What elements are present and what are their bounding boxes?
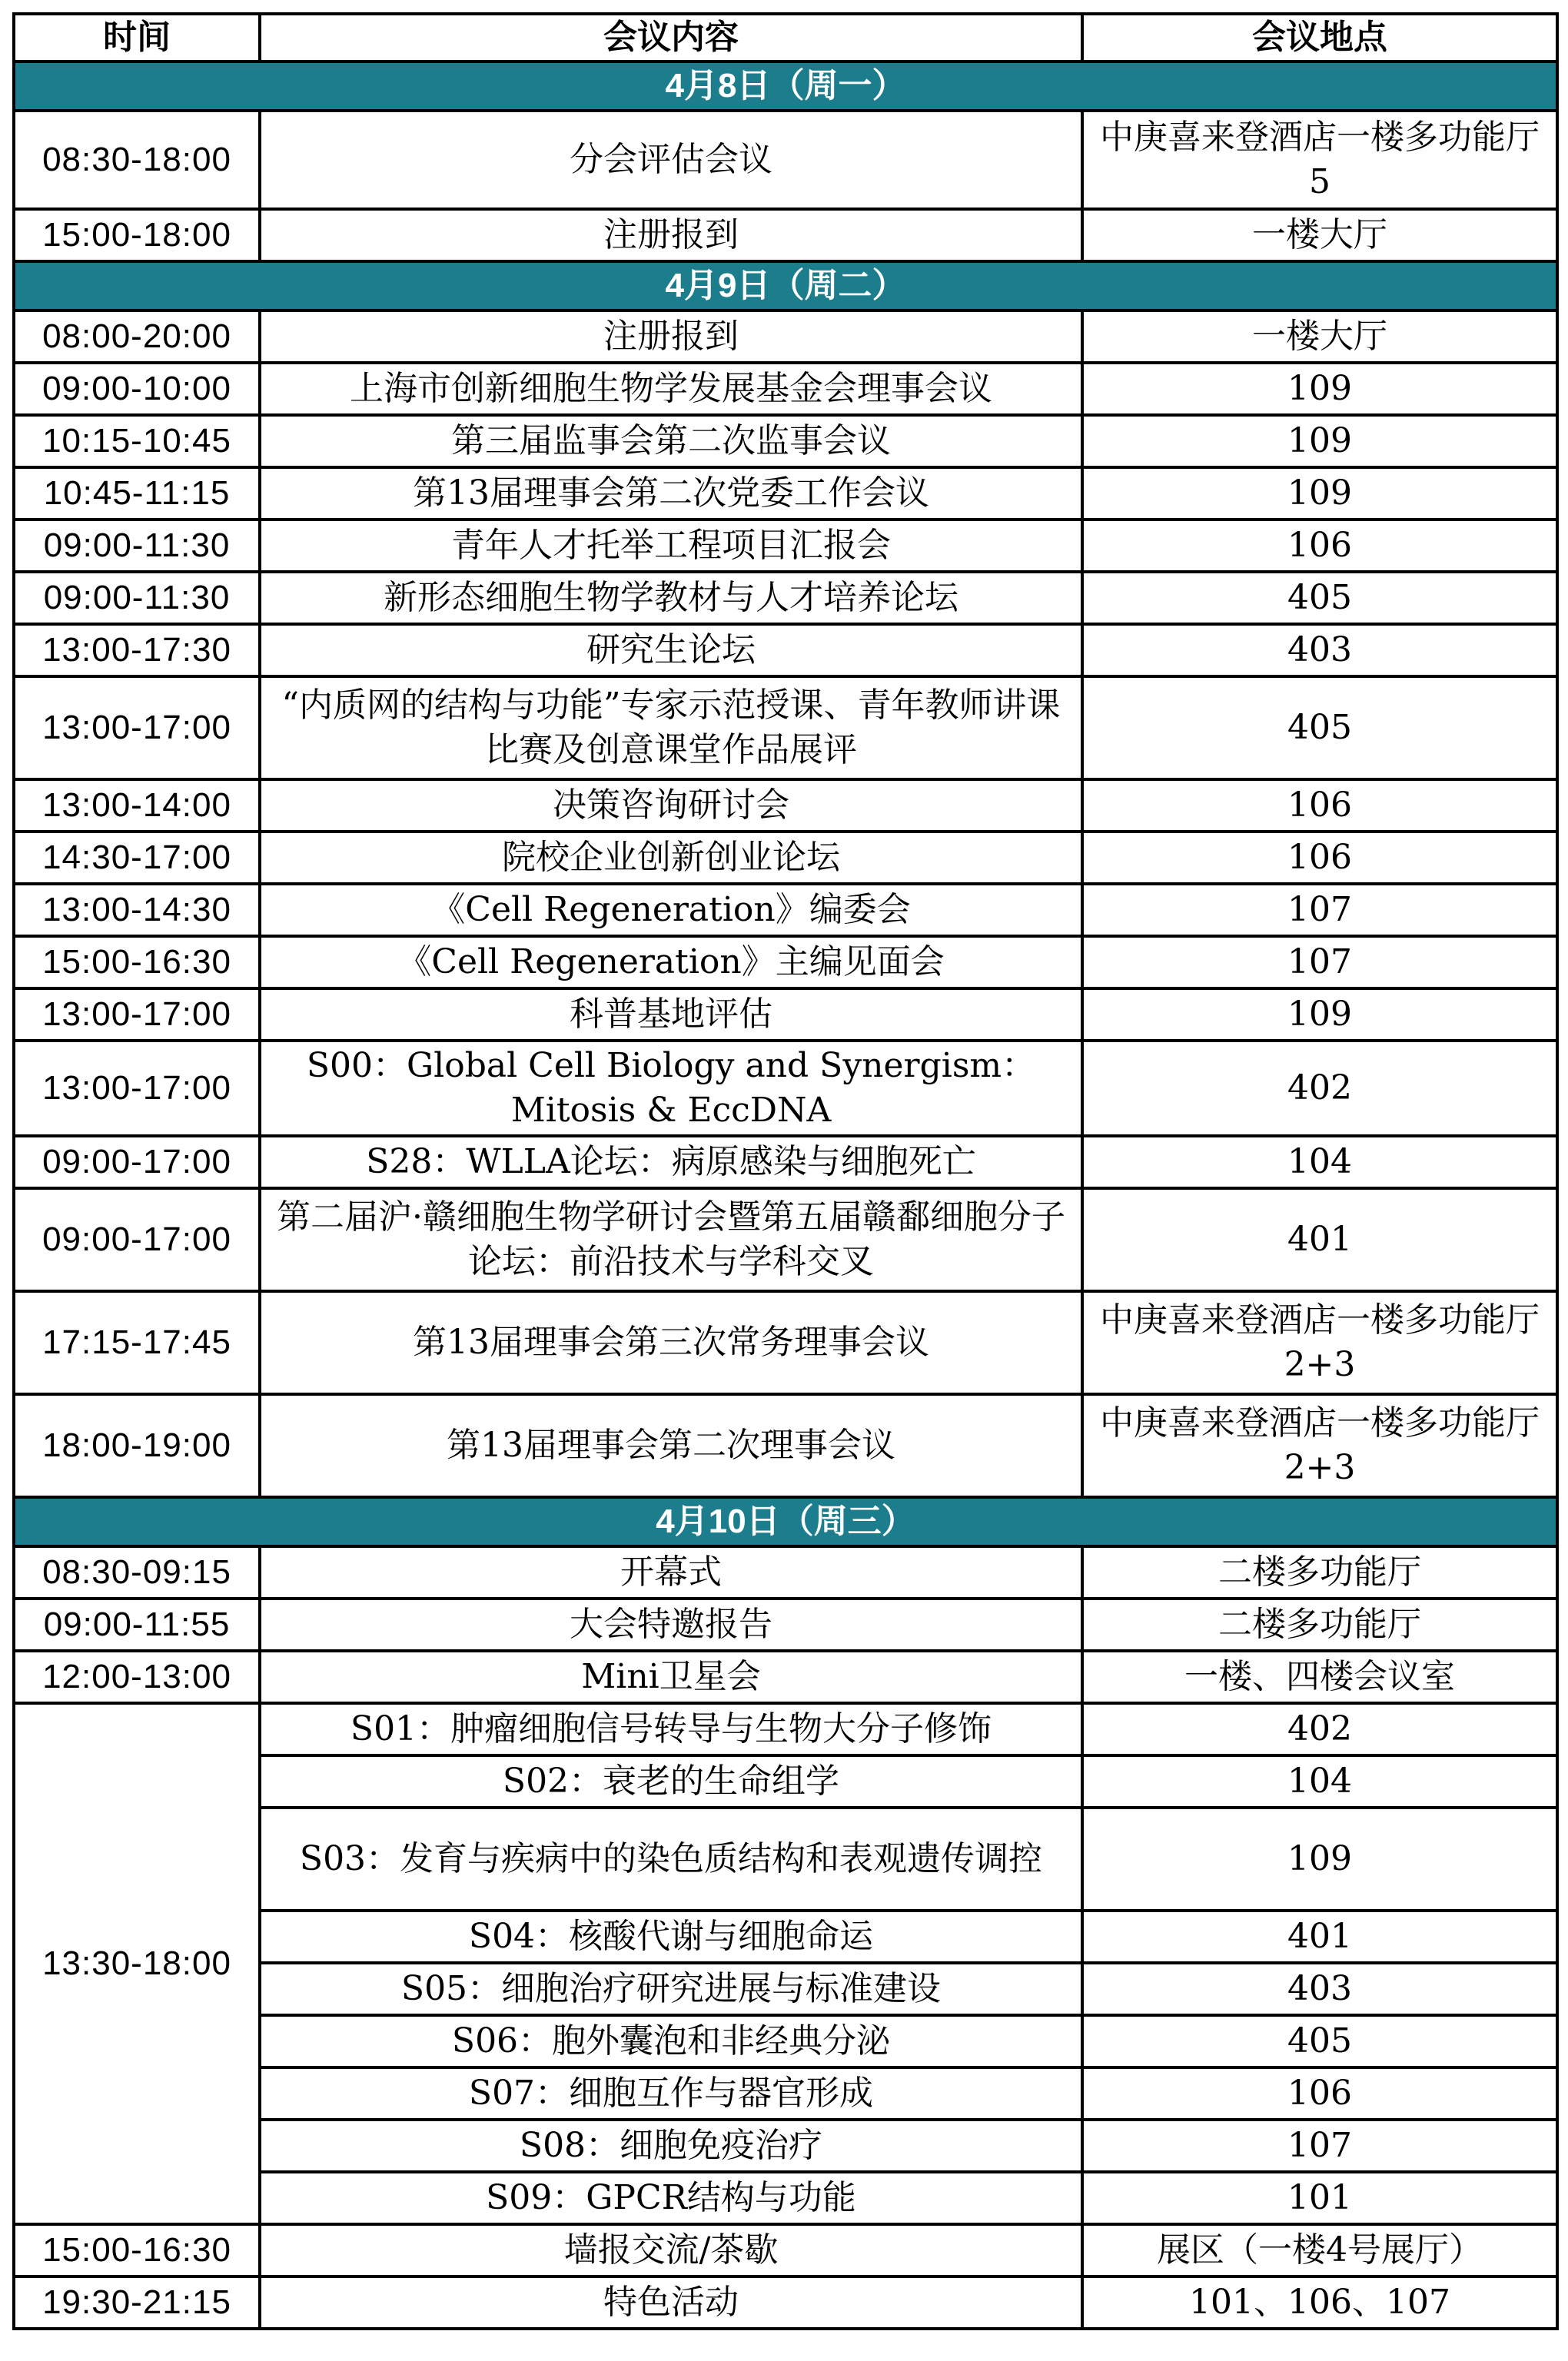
time-cell: 13:00-17:00	[14, 988, 260, 1041]
schedule-row	[14, 363, 1557, 415]
schedule-row	[14, 1394, 1557, 1497]
content-cell: 《Cell Regeneration》编委会	[260, 884, 1082, 936]
schedule-row	[14, 310, 1557, 363]
schedule-row	[14, 520, 1557, 572]
time-cell: 09:00-11:55	[14, 1599, 260, 1651]
time-cell: 10:15-10:45	[14, 415, 260, 467]
time-cell: 09:00-11:30	[14, 572, 260, 624]
time-cell: 15:00-16:30	[14, 936, 260, 988]
content-cell: 第二届沪·赣细胞生物学研讨会暨第五届赣鄱细胞分子论坛：前沿技术与学科交叉	[260, 1188, 1082, 1291]
content-cell: 特色活动	[260, 2276, 1082, 2329]
header-content: 会议内容	[260, 14, 1082, 61]
content-cell: S07：细胞互作与器官形成	[260, 2067, 1082, 2120]
schedule-row	[14, 1651, 1557, 1703]
time-cell: 13:00-17:30	[14, 624, 260, 676]
content-cell: Mini卫星会	[260, 1651, 1082, 1703]
time-cell: 18:00-19:00	[14, 1394, 260, 1497]
venue-cell: 106	[1082, 779, 1557, 832]
venue-cell: 402	[1082, 1703, 1557, 1755]
content-cell: 注册报到	[260, 310, 1082, 363]
schedule-row	[14, 988, 1557, 1041]
venue-cell: 104	[1082, 1755, 1557, 1808]
venue-cell: 109	[1082, 1808, 1557, 1911]
venue-cell: 一楼大厅	[1082, 209, 1557, 261]
content-cell: S06：胞外囊泡和非经典分泌	[260, 2015, 1082, 2067]
content-cell: 墙报交流/茶歇	[260, 2224, 1082, 2276]
time-cell: 09:00-11:30	[14, 520, 260, 572]
venue-cell: 405	[1082, 572, 1557, 624]
venue-cell: 401	[1082, 1911, 1557, 1963]
content-cell: 第13届理事会第二次理事会议	[260, 1394, 1082, 1497]
content-cell: 青年人才托举工程项目汇报会	[260, 520, 1082, 572]
content-cell: 上海市创新细胞生物学发展基金会理事会议	[260, 363, 1082, 415]
schedule-row	[14, 884, 1557, 936]
venue-cell: 101、106、107	[1082, 2276, 1557, 2329]
schedule-row	[14, 415, 1557, 467]
venue-cell: 中庚喜来登酒店一楼多功能厅2+3	[1082, 1394, 1557, 1497]
venue-cell: 二楼多功能厅	[1082, 1599, 1557, 1651]
content-cell: S01：肿瘤细胞信号转导与生物大分子修饰	[260, 1703, 1082, 1755]
content-cell: S28：WLLA论坛：病原感染与细胞死亡	[260, 1136, 1082, 1188]
content-cell: S04：核酸代谢与细胞命运	[260, 1911, 1082, 1963]
day-header-row	[14, 261, 1557, 310]
schedule-row	[14, 572, 1557, 624]
content-cell: S03：发育与疾病中的染色质结构和表观遗传调控	[260, 1808, 1082, 1911]
venue-cell: 101	[1082, 2172, 1557, 2224]
schedule-row	[14, 832, 1557, 884]
venue-cell: 中庚喜来登酒店一楼多功能厅5	[1082, 111, 1557, 209]
content-cell: 院校企业创新创业论坛	[260, 832, 1082, 884]
day-label: 4月9日（周二）	[14, 261, 1557, 310]
venue-cell: 二楼多功能厅	[1082, 1546, 1557, 1599]
schedule-row	[14, 1041, 1557, 1136]
venue-cell: 一楼、四楼会议室	[1082, 1651, 1557, 1703]
venue-cell: 109	[1082, 467, 1557, 520]
time-cell: 08:00-20:00	[14, 310, 260, 363]
venue-cell: 一楼大厅	[1082, 310, 1557, 363]
content-cell: “内质网的结构与功能”专家示范授课、青年教师讲课比赛及创意课堂作品展评	[260, 676, 1082, 779]
time-cell: 09:00-17:00	[14, 1188, 260, 1291]
time-cell: 17:15-17:45	[14, 1291, 260, 1394]
schedule-table	[12, 12, 1559, 2330]
content-cell: 第13届理事会第三次常务理事会议	[260, 1291, 1082, 1394]
venue-cell: 展区（一楼4号展厅）	[1082, 2224, 1557, 2276]
content-cell: 新形态细胞生物学教材与人才培养论坛	[260, 572, 1082, 624]
header-time: 时间	[14, 14, 260, 61]
schedule-row	[14, 676, 1557, 779]
venue-cell: 106	[1082, 832, 1557, 884]
content-cell: 第13届理事会第二次党委工作会议	[260, 467, 1082, 520]
venue-cell: 405	[1082, 2015, 1557, 2067]
content-cell: S02：衰老的生命组学	[260, 1755, 1082, 1808]
time-cell: 19:30-21:15	[14, 2276, 260, 2329]
content-cell: 大会特邀报告	[260, 1599, 1082, 1651]
content-cell: S00：Global Cell Biology and Synergism： Mitosis & EccDNA	[260, 1041, 1082, 1136]
schedule-row	[14, 1136, 1557, 1188]
content-cell: 科普基地评估	[260, 988, 1082, 1041]
venue-cell: 中庚喜来登酒店一楼多功能厅2+3	[1082, 1291, 1557, 1394]
content-cell: 分会评估会议	[260, 111, 1082, 209]
content-cell: 研究生论坛	[260, 624, 1082, 676]
venue-cell: 403	[1082, 624, 1557, 676]
schedule-row	[14, 624, 1557, 676]
content-cell: S05：细胞治疗研究进展与标准建设	[260, 1963, 1082, 2015]
content-cell: 开幕式	[260, 1546, 1082, 1599]
time-cell: 10:45-11:15	[14, 467, 260, 520]
time-cell: 13:30-18:00	[14, 1703, 260, 2224]
time-cell: 15:00-18:00	[14, 209, 260, 261]
venue-cell: 107	[1082, 2120, 1557, 2172]
content-cell: S08：细胞免疫治疗	[260, 2120, 1082, 2172]
venue-cell: 401	[1082, 1188, 1557, 1291]
venue-cell: 405	[1082, 676, 1557, 779]
time-cell: 09:00-10:00	[14, 363, 260, 415]
header-venue: 会议地点	[1082, 14, 1557, 61]
venue-cell: 107	[1082, 884, 1557, 936]
venue-cell: 402	[1082, 1041, 1557, 1136]
schedule-row	[14, 2276, 1557, 2329]
time-cell: 12:00-13:00	[14, 1651, 260, 1703]
venue-cell: 109	[1082, 415, 1557, 467]
venue-cell: 107	[1082, 936, 1557, 988]
schedule-row	[14, 779, 1557, 832]
day-header-row	[14, 1497, 1557, 1546]
venue-cell: 109	[1082, 988, 1557, 1041]
venue-cell: 403	[1082, 1963, 1557, 2015]
time-cell: 08:30-18:00	[14, 111, 260, 209]
schedule-row	[14, 1291, 1557, 1394]
time-cell: 15:00-16:30	[14, 2224, 260, 2276]
content-cell: 决策咨询研讨会	[260, 779, 1082, 832]
schedule-row	[14, 2224, 1557, 2276]
day-label: 4月8日（周一）	[14, 61, 1557, 111]
venue-cell: 109	[1082, 363, 1557, 415]
time-cell: 13:00-17:00	[14, 676, 260, 779]
content-cell: 第三届监事会第二次监事会议	[260, 415, 1082, 467]
content-cell: 《Cell Regeneration》主编见面会	[260, 936, 1082, 988]
schedule-row	[14, 1188, 1557, 1291]
content-cell: 注册报到	[260, 209, 1082, 261]
schedule-body	[14, 61, 1557, 2329]
time-cell: 14:30-17:00	[14, 832, 260, 884]
venue-cell: 104	[1082, 1136, 1557, 1188]
time-cell: 09:00-17:00	[14, 1136, 260, 1188]
venue-cell: 106	[1082, 2067, 1557, 2120]
schedule-row	[14, 209, 1557, 261]
time-cell: 08:30-09:15	[14, 1546, 260, 1599]
schedule-row	[14, 936, 1557, 988]
venue-cell: 106	[1082, 520, 1557, 572]
content-cell: S09：GPCR结构与功能	[260, 2172, 1082, 2224]
time-cell: 13:00-14:00	[14, 779, 260, 832]
schedule-row	[14, 1546, 1557, 1599]
schedule-row	[14, 111, 1557, 209]
schedule-row	[14, 1703, 1557, 1755]
header-row	[14, 14, 1557, 61]
day-header-row	[14, 61, 1557, 111]
schedule-row	[14, 467, 1557, 520]
time-cell: 13:00-14:30	[14, 884, 260, 936]
day-label: 4月10日（周三）	[14, 1497, 1557, 1546]
time-cell: 13:00-17:00	[14, 1041, 260, 1136]
schedule-row	[14, 1599, 1557, 1651]
